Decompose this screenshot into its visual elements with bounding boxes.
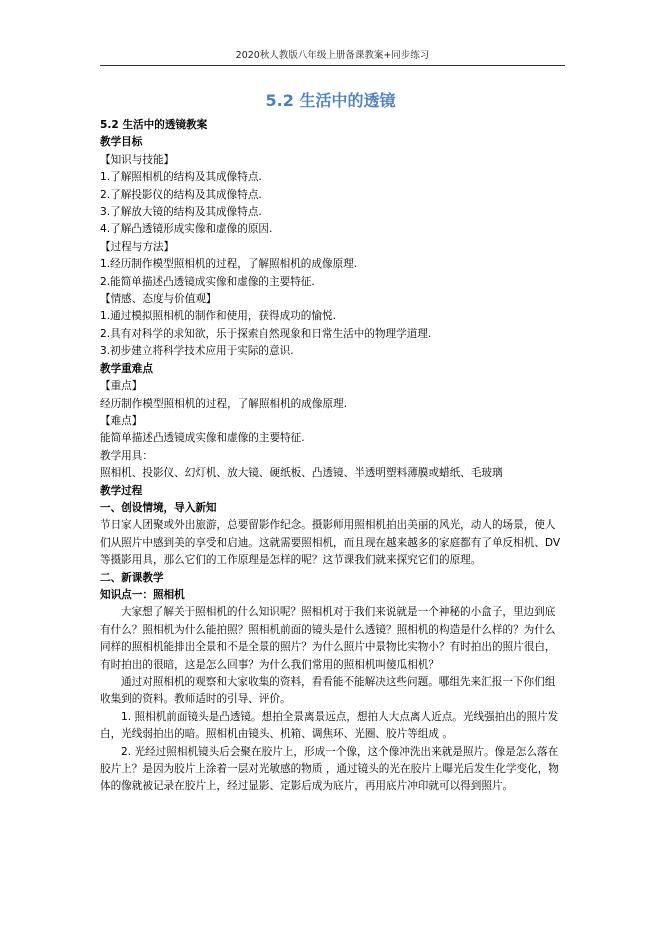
knowledge-item: 1.了解照相机的结构及其成像特点.	[100, 171, 262, 184]
knowledge-item: 3.了解放大镜的结构及其成像特点.	[100, 206, 262, 219]
knowledge-heading: 【知识与技能】	[100, 153, 175, 166]
page-header: 2020秋人教版八年级上册备课教案+同步练习	[100, 47, 565, 66]
knowledge-item: 4.了解凸透镜形成实像和虚像的原因.	[100, 223, 273, 236]
emotion-item: 2.具有对科学的求知欲，乐于探索自然现象和日常生活中的物理学道理.	[100, 327, 432, 340]
paragraph: 通过对照相机的观察和大家收集的资料，看看能不能解决这些问题。哪组先来汇报一下你们组收集到的资料。教师适时的引导、评价。	[100, 676, 556, 706]
emotion-item: 3.初步建立将科学技术应用于实际的意识.	[100, 345, 294, 358]
knowledge-item: 2.了解投影仪的结构及其成像特点.	[100, 188, 262, 201]
tools-text: 照相机、投影仪、幻灯机、放大镜、硬纸板、凸透镜、半透明塑料薄膜或蜡纸、毛玻璃	[100, 467, 503, 480]
teaching-process-heading: 教学过程	[100, 484, 143, 497]
tools-label: 教学用具：	[100, 449, 153, 462]
document-title: 5.2 生活中的透镜	[265, 91, 396, 110]
paragraph: 1. 照相机前面镜头是凸透镜。想拍全景离景远点，想拍人大点离人近点。光线强拍出的照片发白，光线弱拍出的暗。照相机由镜头、机箱、调焦环、光圈、胶片等组成 。	[100, 710, 559, 741]
focus-label: 【重点】	[100, 380, 143, 393]
section-one-paragraph: 节日家人团聚或外出旅游，总要留影作纪念。摄影师用照相机拍出美丽的风光，动人的场景，使人们从照片中感到美的享受和启迪。这就需要照相机，而且现在越来越多的家庭都有了单反相机、DV等摄影用具，那么它们的工作原理是怎样的呢？这节课我们就来探究它们的原理。	[100, 519, 561, 567]
section-two-heading: 二、新课教学	[100, 571, 164, 584]
lesson-subtitle: 5.2 生活中的透镜教案	[100, 119, 208, 131]
difficulty-text: 能简单描述凸透镜成实像和虚像的主要特征.	[100, 432, 305, 445]
section-one-heading: 一、创设情境，导入新知	[100, 501, 217, 514]
process-method-heading: 【过程与方法】	[100, 240, 175, 253]
knowledge-point-heading: 知识点一：照相机	[100, 588, 185, 601]
emotion-heading: 【情感、态度与价值观】	[100, 293, 217, 306]
focus-text: 经历制作模型照相机的过程，了解照相机的成像原理.	[100, 397, 348, 410]
document-body	[100, 117, 562, 796]
process-item: 2.能简单描述凸透镜成实像和虚像的主要特征.	[100, 275, 315, 288]
key-points-heading: 教学重难点	[100, 362, 153, 375]
emotion-item: 1.通过模拟照相机的制作和使用，获得成功的愉悦.	[100, 310, 336, 323]
difficulty-label: 【难点】	[100, 414, 143, 427]
paragraph: 2. 光经过照相机镜头后会聚在胶片上，形成一个像，这个像冲洗出来就是照片。像是怎么落在胶片上？是因为胶片上涂着一层对光敏感的物质 ，通过镜头的光在胶片上曝光后发生化学变化，物体的像就被记录在胶片上，经过显影、定影后成为底片，再用底片冲印就可以得到照片。	[100, 745, 559, 793]
paragraph: 大家想了解关于照相机的什么知识呢？照相机对于我们来说就是一个神秘的小盒子，里边到底有什么？照相机为什么能拍照？照相机前面的镜头是什么透镜？照相机的构造是什么样的？为什么同样的照相机能排出全景和不是全景的照片？为什么照片中景物比实物小？有时拍出的照片很白，有时拍出的很暗，这是怎么回事？为什么我们常用的照相机叫傻瓜相机？	[100, 606, 556, 671]
goals-heading: 教学目标	[100, 136, 143, 149]
process-item: 1.经历制作模型照相机的过程，了解照相机的成像原理.	[100, 258, 358, 271]
